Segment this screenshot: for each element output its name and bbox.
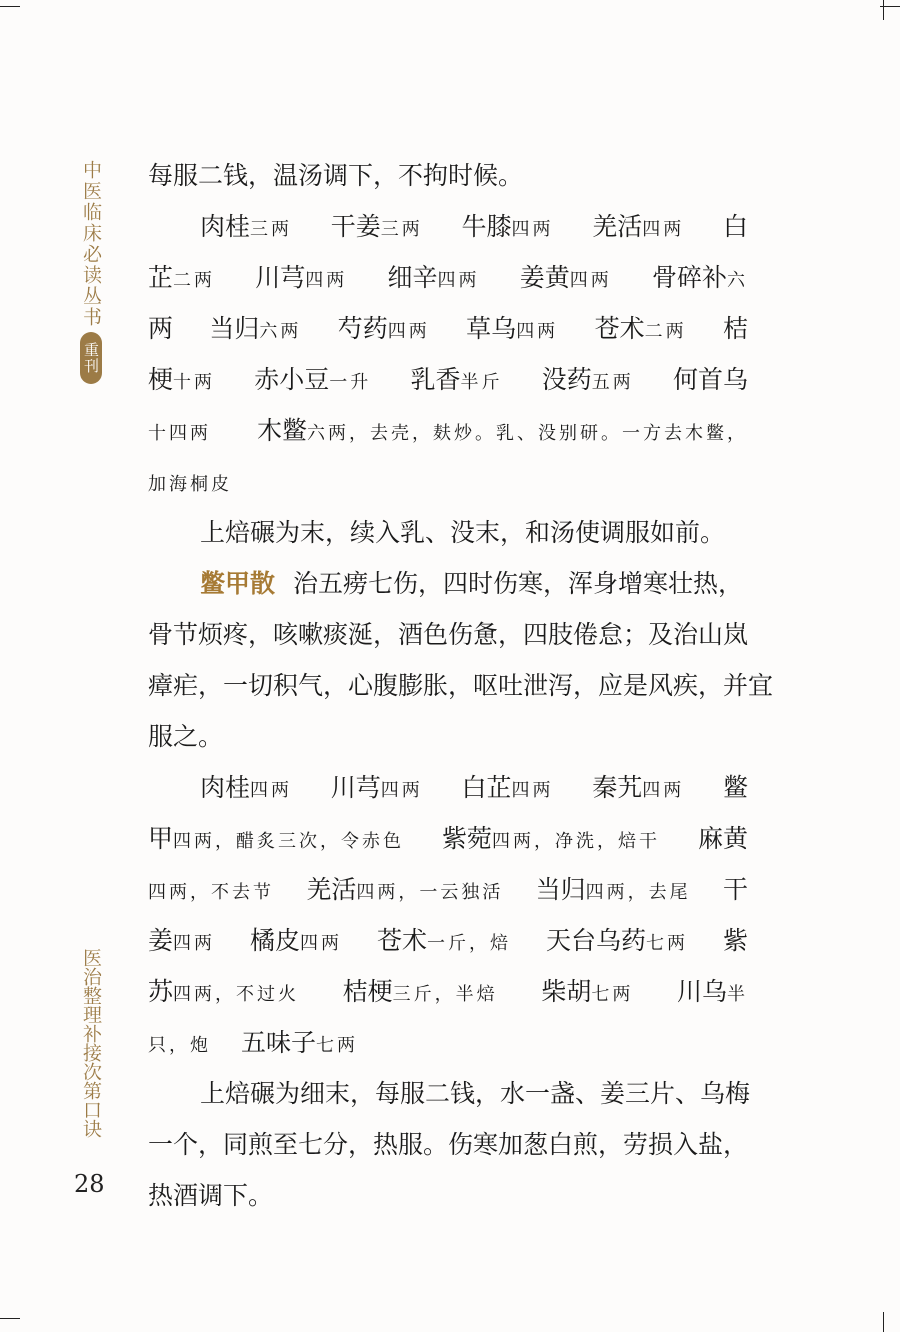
herb-dosage: 四两 bbox=[569, 270, 612, 291]
herb-dosage: 二两 bbox=[173, 270, 216, 291]
ingredient bbox=[520, 252, 612, 303]
text-line: 每服二钱，温汤调下，不拘时候。 bbox=[148, 161, 524, 190]
ingredient-line bbox=[148, 813, 748, 864]
herb-name: 羌活 bbox=[306, 875, 357, 904]
herb-dosage: 十四两 bbox=[148, 423, 211, 444]
ingredient bbox=[592, 762, 684, 813]
herb-dosage: 四两，醋炙三次，令赤色 bbox=[173, 831, 405, 852]
ingredient bbox=[652, 252, 748, 303]
herb-dosage: 三两 bbox=[250, 219, 293, 240]
herb-name: 天台乌药 bbox=[545, 926, 646, 955]
herb-name: 苏 bbox=[148, 977, 174, 1006]
herb-name: 姜 bbox=[148, 926, 174, 955]
herb-name: 苍术 bbox=[376, 926, 427, 955]
herb-dosage: 四两，不去节 bbox=[148, 882, 274, 903]
herb-name: 白芷 bbox=[461, 773, 512, 802]
herb-dosage: 三斤，半焙 bbox=[392, 984, 498, 1005]
herb-name: 木鳖 bbox=[256, 416, 307, 445]
herb-name: 桔梗 bbox=[342, 977, 393, 1006]
ingredient bbox=[148, 813, 404, 864]
crop-mark bbox=[883, 0, 884, 20]
ingredient bbox=[148, 405, 211, 456]
ingredient bbox=[148, 467, 232, 496]
herb-name: 细辛 bbox=[387, 263, 438, 292]
herb-dosage: 四两 bbox=[511, 780, 554, 801]
herb-name: 当归 bbox=[535, 875, 586, 904]
herb-dosage: 六 bbox=[726, 270, 748, 291]
page-body bbox=[148, 150, 774, 1221]
herb-dosage: 七两 bbox=[591, 984, 634, 1005]
ingredient-line bbox=[148, 864, 748, 915]
herb-name: 没药 bbox=[541, 365, 592, 394]
text-line: 服之。 bbox=[148, 722, 224, 751]
herb-name: 柴胡 bbox=[541, 977, 592, 1006]
herb-name: 麻黄 bbox=[697, 824, 748, 853]
ingredient bbox=[343, 966, 498, 1017]
series-title: 中医临床必读丛书 bbox=[80, 160, 102, 328]
herb-dosage: 四两，去尾 bbox=[585, 882, 691, 903]
herb-name: 苍术 bbox=[594, 314, 645, 343]
herb-dosage: 四两 bbox=[380, 780, 423, 801]
ingredient bbox=[677, 966, 748, 1017]
herb-name: 紫菀 bbox=[441, 824, 492, 853]
herb-name: 桔 bbox=[722, 314, 748, 343]
ingredient bbox=[250, 915, 342, 966]
ingredient bbox=[241, 1028, 358, 1057]
ingredient bbox=[331, 201, 423, 252]
ingredient bbox=[698, 813, 748, 864]
ingredient bbox=[541, 966, 633, 1017]
section-title: 医治整理补接次第口诀 bbox=[80, 948, 102, 1138]
herb-dosage: 四两 bbox=[300, 933, 342, 954]
herb-dosage: 四两 bbox=[250, 780, 293, 801]
ingredient-line bbox=[148, 762, 748, 813]
herb-dosage: 四两 bbox=[437, 270, 480, 291]
ingredient bbox=[200, 201, 292, 252]
herb-dosage: 五两 bbox=[591, 372, 634, 393]
ingredient bbox=[209, 303, 301, 354]
prescription-title: 鳖甲散 bbox=[200, 569, 276, 598]
ingredient bbox=[387, 252, 479, 303]
ingredient bbox=[673, 354, 748, 405]
ingredient bbox=[148, 1028, 211, 1057]
herb-dosage: 二两 bbox=[644, 321, 687, 342]
herb-name: 秦艽 bbox=[592, 773, 643, 802]
ingredient bbox=[466, 303, 558, 354]
herb-name: 何首乌 bbox=[672, 365, 748, 394]
herb-name: 赤小豆 bbox=[254, 365, 330, 394]
herb-dosage: 四两 bbox=[516, 321, 559, 342]
ingredient-line bbox=[148, 915, 748, 966]
herb-dosage: 四两，净洗，焙干 bbox=[492, 831, 660, 852]
herb-name: 肉桂 bbox=[200, 212, 251, 241]
ingredient-line bbox=[148, 354, 748, 405]
ingredient bbox=[148, 303, 173, 354]
herb-name: 芍药 bbox=[337, 314, 388, 343]
herb-name: 梗 bbox=[148, 365, 174, 394]
text-line: 热酒调下。 bbox=[148, 1181, 274, 1210]
ingredient bbox=[461, 762, 553, 813]
ingredient bbox=[148, 915, 215, 966]
text-line: 瘴疟，一切积气，心腹膨胀，呕吐泄泻，应是风疾，并宜 bbox=[148, 671, 774, 700]
crop-mark bbox=[0, 1318, 20, 1319]
herb-name: 甲 bbox=[148, 824, 174, 853]
crop-mark bbox=[883, 1312, 884, 1332]
herb-dosage: 六两 bbox=[259, 321, 302, 342]
herb-dosage: 四两，不过火 bbox=[173, 984, 300, 1005]
ingredient-line bbox=[148, 456, 748, 507]
ingredient bbox=[723, 762, 748, 813]
herb-dosage: 半斤 bbox=[460, 372, 503, 393]
herb-name: 川乌 bbox=[676, 977, 727, 1006]
ingredient bbox=[306, 864, 503, 915]
text-line: 上焙碾为末，续入乳、没末，和汤使调服如前。 bbox=[200, 518, 726, 547]
herb-dosage: 四两 bbox=[511, 219, 554, 240]
herb-dosage: 四两 bbox=[642, 219, 685, 240]
formula-list-1 bbox=[148, 201, 748, 507]
ingredient bbox=[461, 201, 553, 252]
herb-name: 川芎 bbox=[330, 773, 381, 802]
herb-dosage: 加海桐皮 bbox=[148, 474, 232, 495]
ingredient bbox=[148, 864, 274, 915]
ingredient bbox=[723, 864, 748, 915]
herb-name: 当归 bbox=[209, 314, 260, 343]
herb-name: 肉桂 bbox=[200, 773, 251, 802]
herb-name: 紫 bbox=[722, 926, 748, 955]
herb-name: 羌活 bbox=[592, 212, 643, 241]
text-line: 一个，同煎至七分，热服。伤寒加葱白煎，劳损入盐， bbox=[148, 1130, 749, 1159]
herb-name: 干姜 bbox=[330, 212, 381, 241]
ingredient bbox=[595, 303, 687, 354]
ingredient bbox=[148, 354, 215, 405]
herb-dosage: 七两 bbox=[645, 933, 688, 954]
ingredient bbox=[442, 813, 660, 864]
text-line: 骨节烦疼，咳嗽痰涎，酒色伤惫，四肢倦怠；及治山岚 bbox=[148, 620, 749, 649]
ingredient bbox=[148, 966, 299, 1017]
ingredient bbox=[592, 201, 684, 252]
ingredient-line bbox=[148, 303, 748, 354]
ingredient bbox=[723, 303, 748, 354]
formula-list-2 bbox=[148, 762, 748, 1068]
ingredient bbox=[542, 354, 634, 405]
ingredient bbox=[257, 405, 748, 456]
text-line: 鳖甲散 治五痨七伤，四时伤寒，浑身增寒壮热， bbox=[200, 569, 744, 598]
ingredient bbox=[723, 201, 748, 252]
herb-dosage: 四两，一云独活 bbox=[356, 882, 504, 903]
herb-name: 姜黄 bbox=[519, 263, 570, 292]
herb-name: 骨碎补 bbox=[651, 263, 727, 292]
text-line: 上焙碾为细末，每服二钱，水一盏、姜三片、乌梅 bbox=[200, 1079, 751, 1108]
ingredient bbox=[331, 762, 423, 813]
reprint-seal: 重刊 bbox=[80, 332, 102, 384]
ingredient-line bbox=[148, 405, 748, 456]
ingredient bbox=[254, 354, 371, 405]
herb-dosage: 四两 bbox=[305, 270, 348, 291]
herb-dosage: 三两 bbox=[380, 219, 423, 240]
herb-dosage: 一升 bbox=[329, 372, 372, 393]
herb-dosage: 只，炮 bbox=[148, 1035, 211, 1056]
page-number: 28 bbox=[74, 1170, 105, 1198]
herb-name: 白 bbox=[722, 212, 748, 241]
herb-dosage: 四两 bbox=[387, 321, 430, 342]
ingredient bbox=[148, 252, 215, 303]
herb-name: 五味子 bbox=[241, 1028, 317, 1057]
ingredient bbox=[546, 915, 688, 966]
herb-name: 川芎 bbox=[255, 263, 306, 292]
ingredient bbox=[338, 303, 430, 354]
herb-name: 牛膝 bbox=[461, 212, 512, 241]
herb-name: 橘皮 bbox=[249, 926, 300, 955]
herb-name: 鳖 bbox=[722, 773, 748, 802]
herb-dosage: 一斤，焙 bbox=[426, 933, 511, 954]
herb-name: 干 bbox=[722, 875, 748, 904]
ingredient bbox=[410, 354, 502, 405]
ingredient bbox=[200, 762, 292, 813]
ingredient-line bbox=[148, 1017, 748, 1068]
ingredient bbox=[377, 915, 511, 966]
ingredient bbox=[723, 915, 748, 966]
herb-name: 乳香 bbox=[410, 365, 461, 394]
ingredient-line bbox=[148, 252, 748, 303]
herb-dosage: 六两，去壳，麸炒。乳、没别研。一方去木鳖， bbox=[307, 423, 748, 444]
crop-mark bbox=[0, 6, 20, 7]
ingredient-line bbox=[148, 966, 748, 1017]
ingredient bbox=[536, 864, 691, 915]
herb-dosage: 十两 bbox=[173, 372, 216, 393]
herb-name: 芷 bbox=[148, 263, 174, 292]
herb-dosage: 半 bbox=[726, 984, 748, 1005]
herb-dosage: 四两 bbox=[642, 780, 685, 801]
herb-name: 草乌 bbox=[466, 314, 517, 343]
ingredient bbox=[255, 252, 347, 303]
herb-dosage: 七两 bbox=[316, 1035, 359, 1056]
ingredient-line bbox=[148, 201, 748, 252]
crop-mark bbox=[880, 6, 900, 7]
herb-name: 两 bbox=[148, 314, 174, 343]
herb-dosage: 四两 bbox=[173, 933, 216, 954]
